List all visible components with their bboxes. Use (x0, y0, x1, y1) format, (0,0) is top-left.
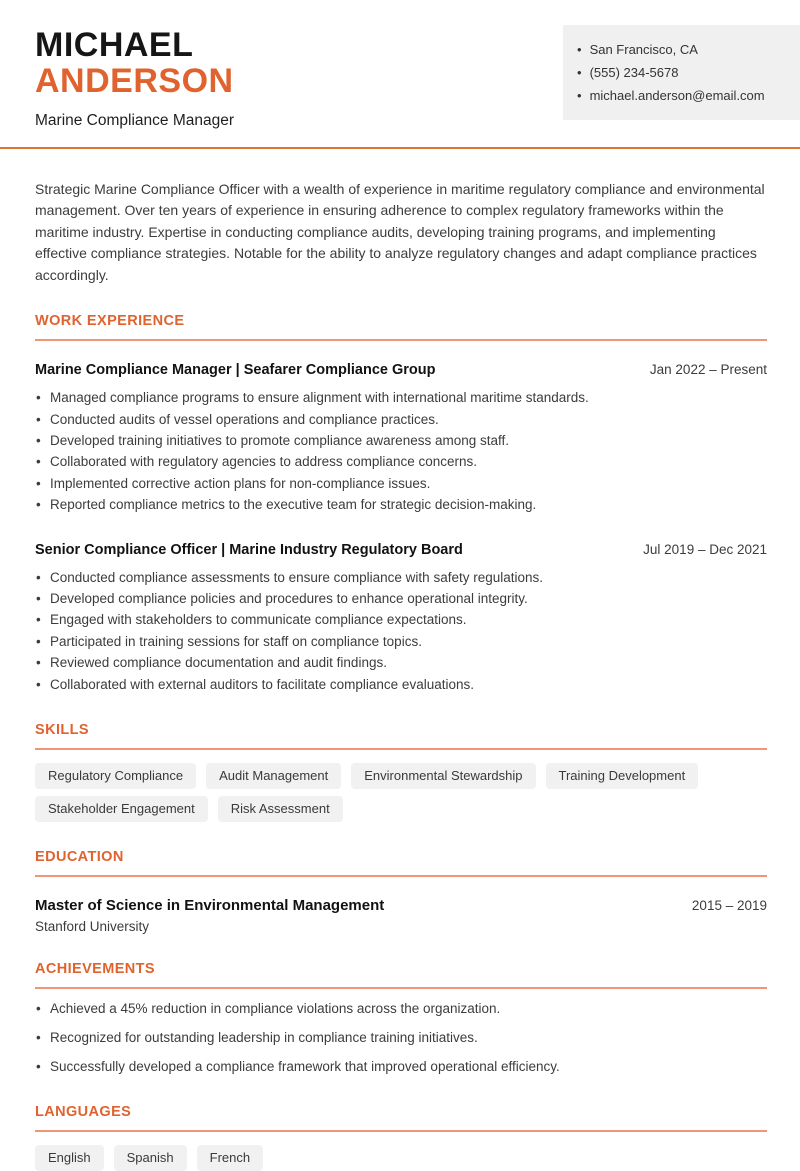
skills-tag-row (35, 763, 767, 822)
section-languages (35, 1104, 767, 1171)
first-name: MICHAEL (35, 26, 194, 64)
bullet-icon: • (577, 65, 582, 80)
skill-tag: Environmental Stewardship (351, 763, 535, 789)
contact-email-text: michael.anderson@email.com (589, 88, 765, 103)
contact-phone-text: (555) 234-5678 (589, 65, 679, 80)
achievement-bullet: • Achieved a 45% reduction in compliance violations across the organization. (35, 998, 767, 1019)
contact-email (577, 84, 788, 107)
contact-phone (577, 61, 788, 84)
section-heading: SKILLS (35, 721, 89, 738)
job-bullet: • Conducted compliance assessments to ensure compliance with safety regulations. (35, 567, 767, 588)
section-heading: ACHIEVEMENTS (35, 960, 156, 977)
achievement-bullet: • Successfully developed a compliance framework that improved operational efficiency. (35, 1056, 767, 1077)
job-bullet: • Implemented corrective action plans for non-compliance issues. (35, 473, 767, 494)
job-bullet-list (35, 387, 767, 515)
section-underline (35, 1130, 767, 1132)
section-skills (35, 722, 767, 822)
skill-tag: Stakeholder Engagement (35, 796, 208, 822)
education-header (35, 897, 767, 914)
skill-tag: Regulatory Compliance (35, 763, 196, 789)
section-heading: EDUCATION (35, 848, 124, 865)
section-underline (35, 339, 767, 341)
bullet-icon: • (577, 88, 582, 103)
job-bullet: • Engaged with stakeholders to communicate compliance expectations. (35, 609, 767, 630)
job-entry (35, 542, 767, 695)
section-work-experience (35, 313, 767, 695)
languages-tag-row (35, 1145, 767, 1171)
skill-tag: Audit Management (206, 763, 341, 789)
name-block (35, 25, 234, 130)
contact-location-text: San Francisco, CA (589, 42, 698, 57)
job-bullet: • Conducted audits of vessel operations and compliance practices. (35, 409, 767, 430)
education-entry (35, 897, 767, 934)
education-dates: 2015 – 2019 (691, 897, 767, 913)
contact-location (577, 38, 788, 61)
job-header (35, 362, 767, 378)
job-bullet: • Participated in training sessions for staff on compliance topics. (35, 631, 767, 652)
job-bullet: • Reviewed compliance documentation and audit findings. (35, 652, 767, 673)
job-bullet: • Managed compliance programs to ensure alignment with international maritime standards. (35, 387, 767, 408)
skill-tag: Risk Assessment (218, 796, 343, 822)
resume-header (0, 0, 800, 130)
header-divider (0, 147, 800, 149)
section-underline (35, 875, 767, 877)
job-bullet: • Developed training initiatives to promote compliance awareness among staff. (35, 430, 767, 451)
job-bullet-list (35, 567, 767, 695)
achievement-bullet: • Recognized for outstanding leadership in compliance training initiatives. (35, 1027, 767, 1048)
summary-paragraph: Strategic Marine Compliance Officer with a wealth of experience in maritime regulatory compliance and environmental management. Over ten years of experience in ensuring adherence to complex regulatory frameworks within the maritime industry. Expertise in conducting compliance audits, developing training programs, and implementing effective compliance strategies. Notable for the ability to analyze regulatory changes and adapt compliance practices accordingly. (35, 181, 765, 283)
section-education (35, 849, 767, 934)
bullet-icon: • (577, 42, 582, 57)
job-dates: Jul 2019 – Dec 2021 (643, 541, 767, 557)
skill-tag: Training Development (546, 763, 699, 789)
job-bullet: • Collaborated with regulatory agencies to address compliance concerns. (35, 451, 767, 472)
job-title: Senior Compliance Officer | Marine Industry Regulatory Board (35, 541, 463, 558)
achievements-list (35, 998, 767, 1077)
job-title: Marine Compliance Manager | Seafarer Compliance Group (35, 362, 436, 379)
job-bullet: • Collaborated with external auditors to facilitate compliance evaluations. (35, 674, 767, 695)
job-bullet: • Reported compliance metrics to the executive team for strategic decision-making. (35, 494, 767, 515)
education-school: Stanford University (35, 918, 150, 934)
section-achievements (35, 961, 767, 1077)
job-header (35, 542, 767, 558)
language-tag: Spanish (114, 1145, 187, 1171)
section-heading: LANGUAGES (35, 1104, 132, 1121)
job-entry (35, 362, 767, 515)
contact-card (563, 25, 800, 120)
section-underline (35, 748, 767, 750)
last-name: ANDERSON (35, 62, 234, 101)
section-underline (35, 987, 767, 989)
language-tag: French (197, 1145, 263, 1171)
resume-body (0, 179, 800, 1171)
section-heading: WORK EXPERIENCE (35, 313, 185, 330)
job-dates: Jan 2022 – Present (649, 362, 767, 378)
job-bullet: • Developed compliance policies and procedures to enhance operational integrity. (35, 588, 767, 609)
education-degree: Master of Science in Environmental Management (35, 896, 385, 914)
language-tag: English (35, 1145, 104, 1171)
headline-job-title: Marine Compliance Manager (35, 112, 235, 130)
